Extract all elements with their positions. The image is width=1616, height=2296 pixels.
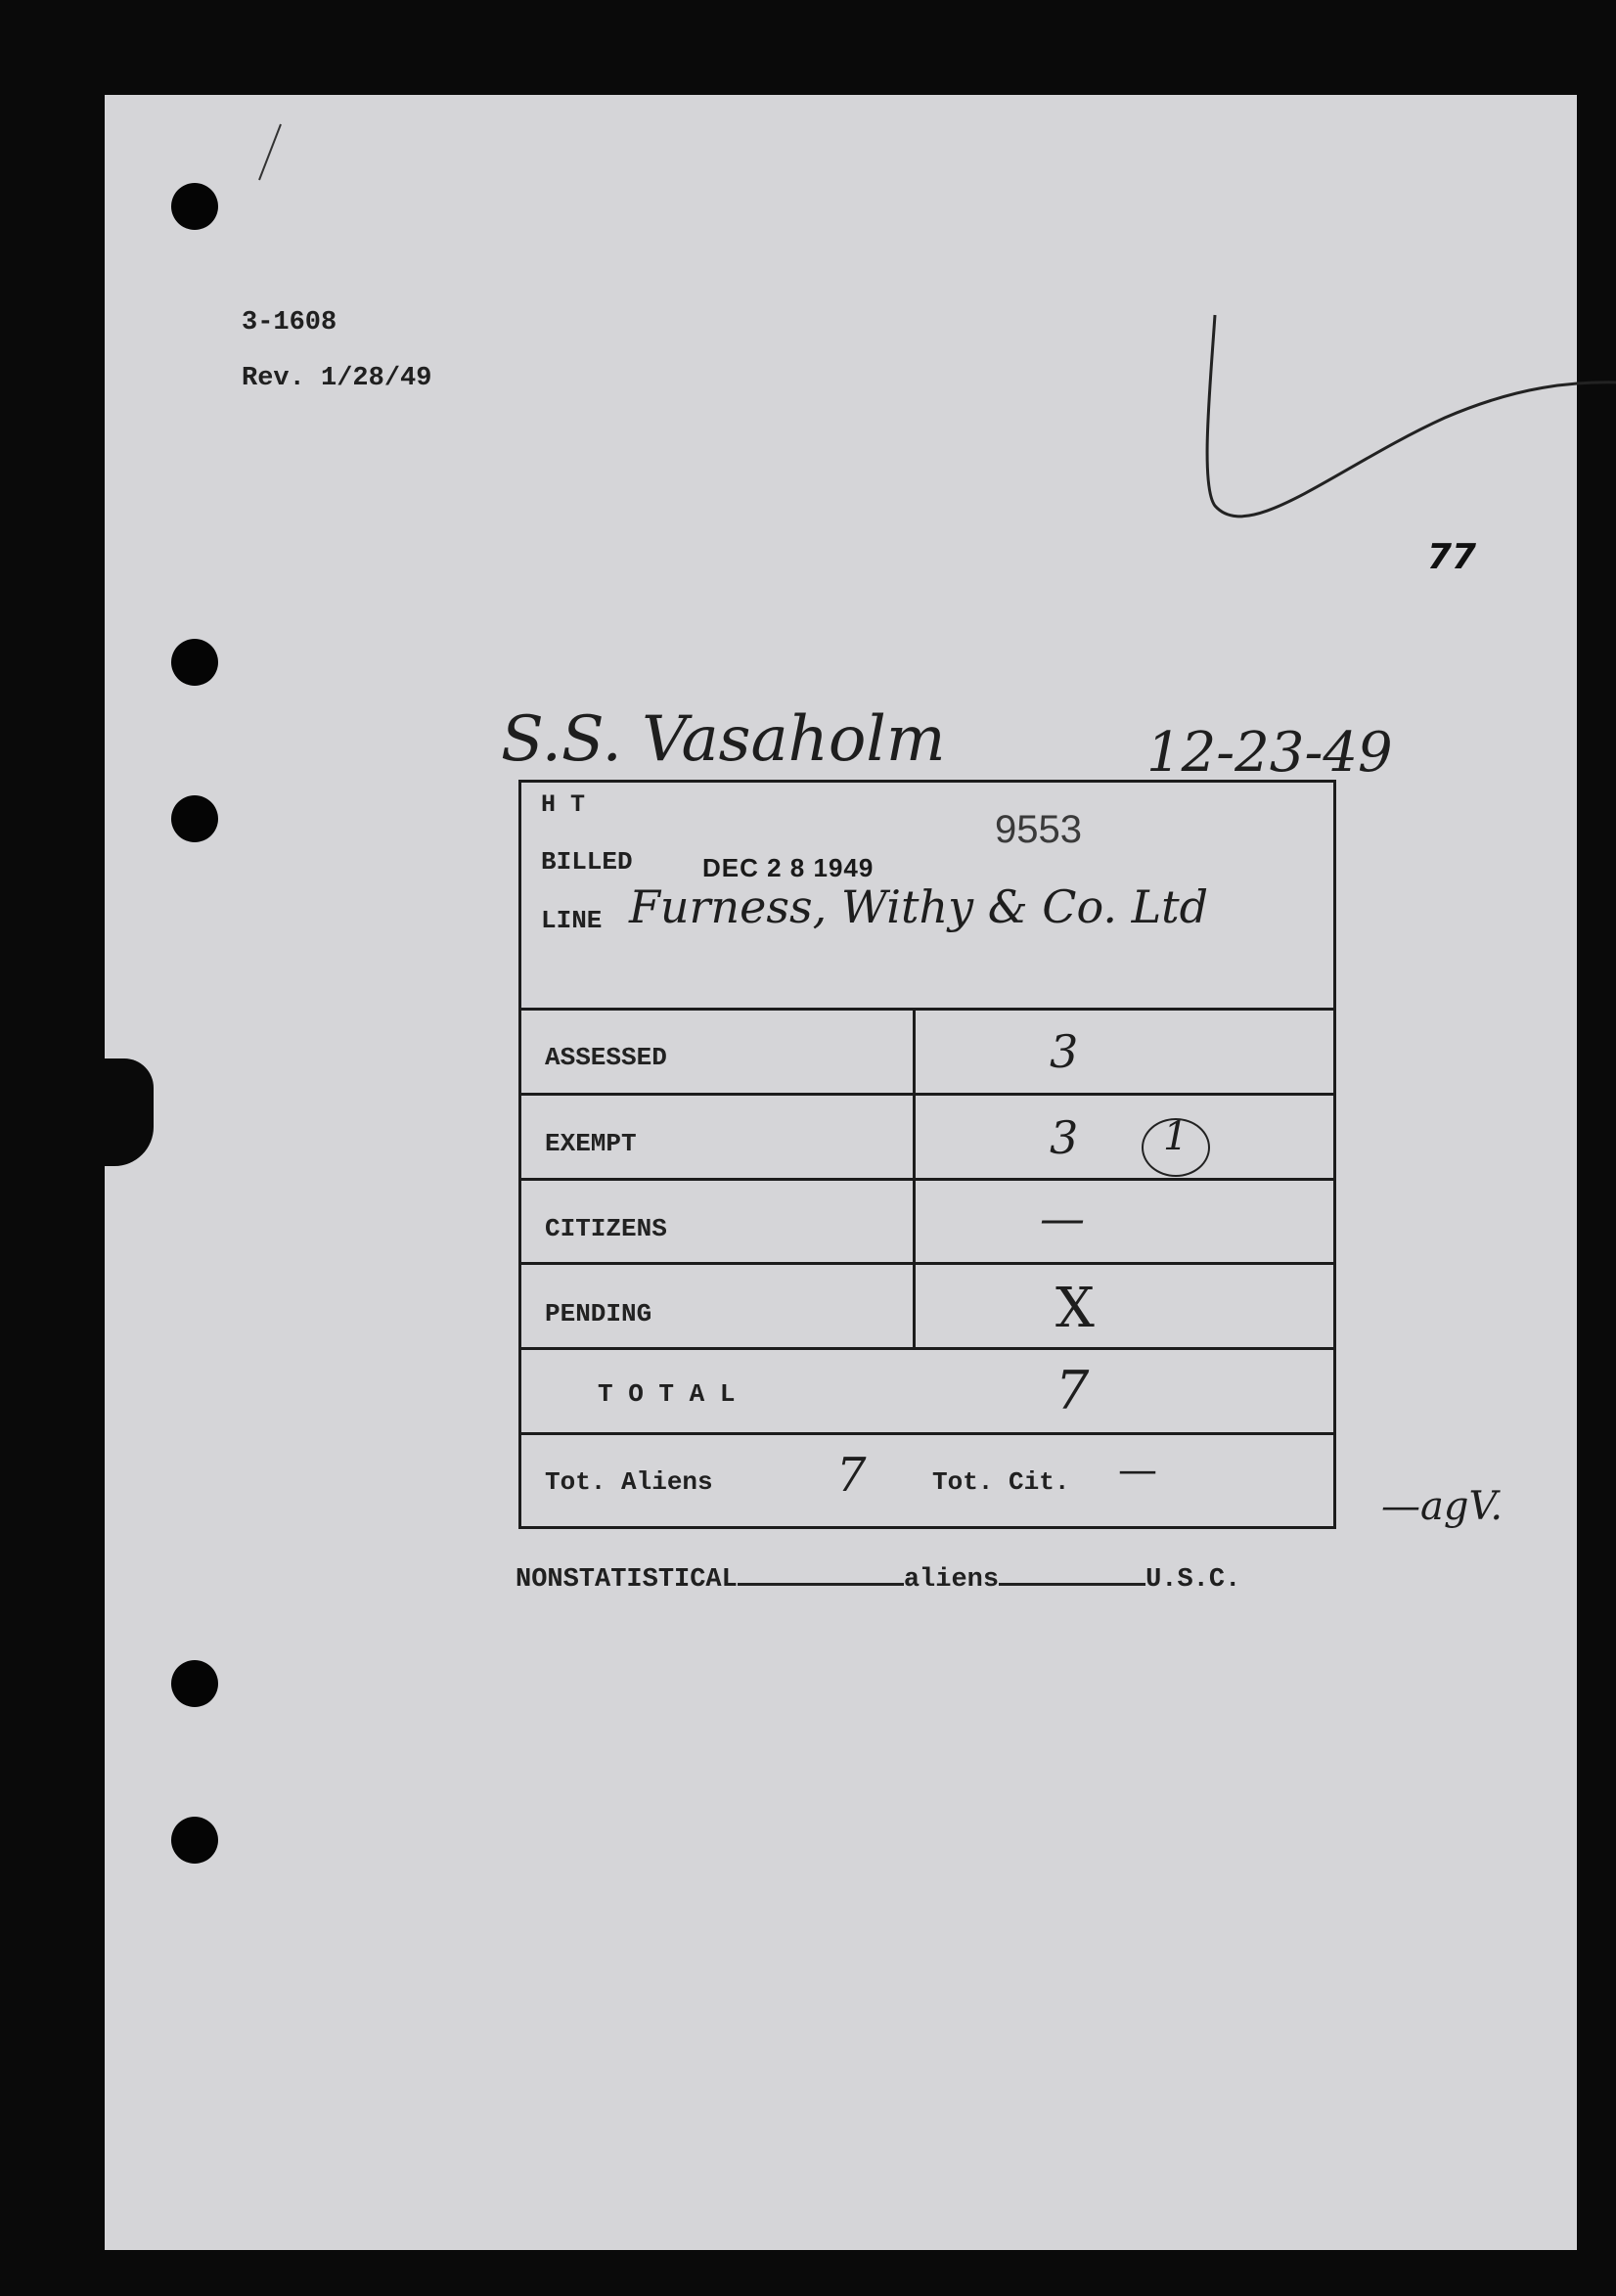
initials: —agV. bbox=[1381, 1484, 1504, 1529]
row-divider bbox=[521, 1178, 1333, 1181]
stamp-number: 9553 bbox=[995, 808, 1082, 851]
tot-cit-value: — bbox=[1118, 1448, 1157, 1493]
citizens-label: CITIZENS bbox=[545, 1214, 667, 1243]
assessed-value: 3 bbox=[1050, 1025, 1079, 1078]
exempt-value: 3 bbox=[1050, 1111, 1079, 1164]
pen-tick-mark bbox=[251, 119, 291, 188]
revision-date: Rev. 1/28/49 bbox=[242, 364, 432, 393]
nonstatistical-label: NONSTATISTICAL bbox=[516, 1565, 738, 1595]
row-divider bbox=[521, 1432, 1333, 1435]
ht-label: H T bbox=[541, 790, 586, 819]
tot-aliens-value: 7 bbox=[836, 1448, 867, 1503]
check-mark bbox=[1190, 310, 1616, 604]
total-label: T O T A L bbox=[598, 1379, 736, 1409]
citizens-value: — bbox=[1040, 1192, 1085, 1244]
punch-hole bbox=[171, 639, 218, 686]
nonstatistical-usc-blank bbox=[999, 1583, 1145, 1586]
vessel-date: 12-23-49 bbox=[1146, 721, 1393, 785]
pending-value: X bbox=[1055, 1277, 1095, 1340]
pending-label: PENDING bbox=[545, 1299, 652, 1328]
billed-label: BILLED bbox=[541, 847, 633, 877]
tot-aliens-label: Tot. Aliens bbox=[545, 1467, 713, 1497]
total-value: 7 bbox=[1055, 1360, 1090, 1421]
row-divider bbox=[521, 1093, 1333, 1096]
usc-label: U.S.C. bbox=[1145, 1565, 1241, 1595]
punch-hole bbox=[171, 183, 218, 230]
row-divider bbox=[521, 1262, 1333, 1265]
vessel-name: S.S. Vasaholm bbox=[501, 703, 946, 776]
billed-stamp: DEC 2 8 1949 bbox=[702, 853, 875, 882]
punch-hole bbox=[171, 795, 218, 842]
nonstatistical-aliens-blank bbox=[738, 1583, 904, 1586]
line-value: Furness, Withy & Co. Ltd bbox=[629, 880, 1209, 933]
punch-hole bbox=[171, 1660, 218, 1707]
assessed-label: ASSESSED bbox=[545, 1043, 667, 1072]
form-number: 3-1608 bbox=[242, 308, 337, 338]
exempt-note-value: 1 bbox=[1163, 1114, 1189, 1159]
punch-hole bbox=[171, 1817, 218, 1864]
row-divider bbox=[521, 1347, 1333, 1350]
aliens-label: aliens bbox=[903, 1565, 1000, 1595]
line-label: LINE bbox=[541, 906, 603, 935]
page-number: 77 bbox=[1427, 537, 1477, 577]
exempt-label: EXEMPT bbox=[545, 1129, 637, 1158]
ink-blot bbox=[105, 1058, 154, 1166]
tot-cit-label: Tot. Cit. bbox=[932, 1467, 1070, 1497]
row-divider bbox=[521, 1008, 1333, 1011]
billing-form bbox=[518, 780, 1336, 1529]
column-divider bbox=[913, 1008, 916, 1347]
nonstatistical-line bbox=[516, 1565, 1240, 1595]
document-page bbox=[105, 95, 1577, 2250]
